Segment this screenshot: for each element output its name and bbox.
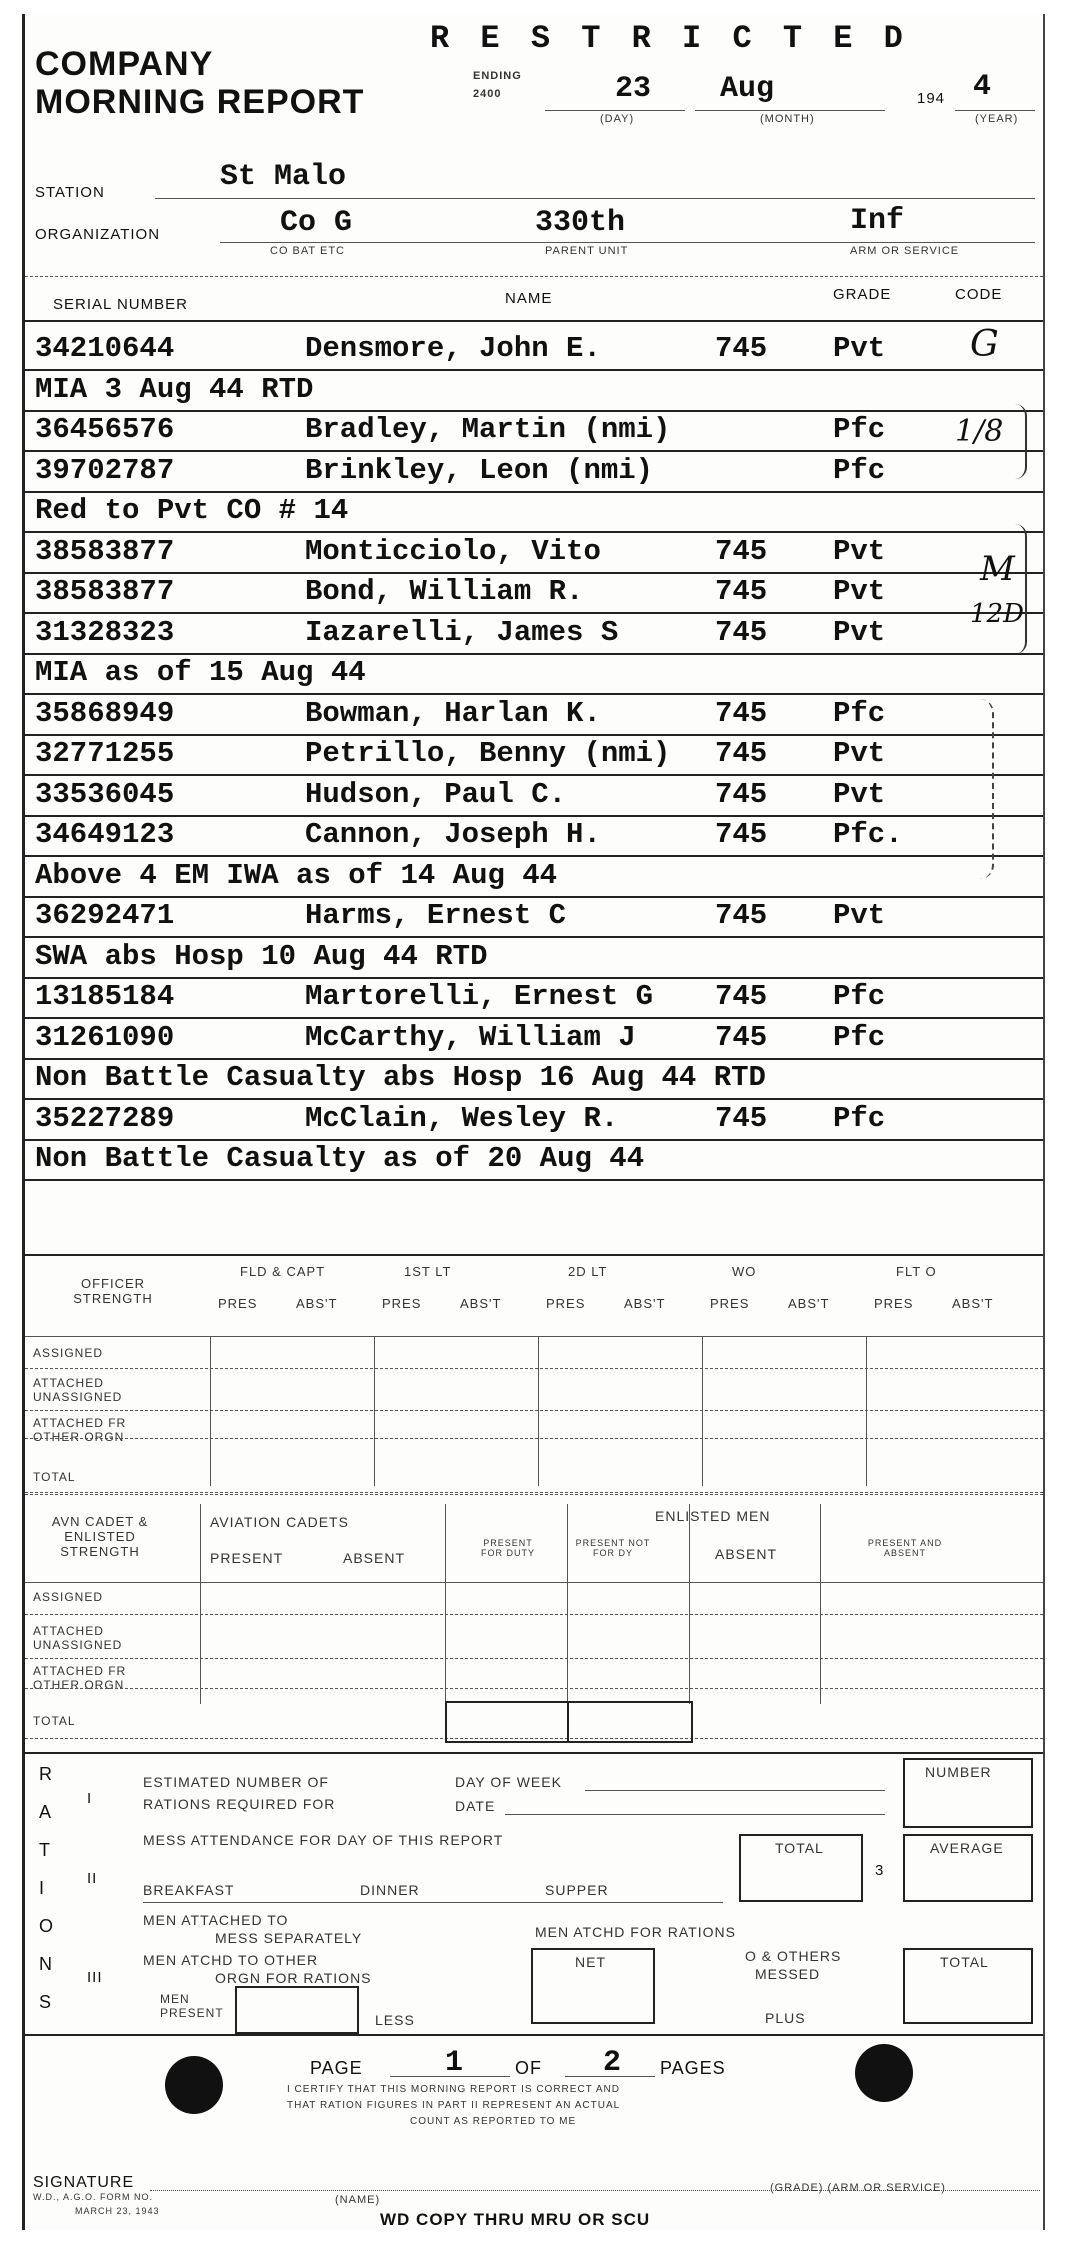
o-others-label: O & OTHERS xyxy=(745,1948,842,1964)
enlisted-row-rule xyxy=(25,1688,1043,1689)
entry-rule xyxy=(25,450,1043,452)
cadets-present-header: PRESENT xyxy=(210,1550,284,1566)
entry-serial: 31261090 xyxy=(35,1020,175,1054)
officer-row-label: ATTACHED FR OTHER ORGN xyxy=(33,1416,127,1444)
page-number: 1 xyxy=(445,2046,464,2080)
men-atchd-other-label: MEN ATCHD TO OTHER xyxy=(143,1952,319,1968)
present-not-duty-header: PRESENT NOT FOR DY xyxy=(575,1538,651,1558)
enlisted-total-box-1 xyxy=(445,1701,569,1743)
entry-grade: Pfc xyxy=(833,413,886,446)
average-label: AVERAGE xyxy=(930,1840,1004,1856)
restricted-stamp: R E S T R I C T E D xyxy=(430,20,909,57)
net-label: NET xyxy=(575,1954,606,1970)
arm-caption: ARM OR SERVICE xyxy=(850,245,960,257)
entry-grade: Pvt xyxy=(833,615,886,649)
entry-grade: Pfc xyxy=(833,980,886,1013)
seal-right xyxy=(855,2044,913,2102)
wd-copy-label: WD COPY THRU MRU OR SCU xyxy=(380,2210,651,2229)
entry-spec: 745 xyxy=(715,534,768,568)
form-date: MARCH 23, 1943 xyxy=(75,2206,160,2216)
name-header: NAME xyxy=(505,290,553,307)
officer-present-header: PRES xyxy=(382,1296,422,1311)
entry-name: Cannon, Joseph H. xyxy=(305,818,601,851)
name-caption: (NAME) xyxy=(335,2194,381,2206)
margin-mark-1: G xyxy=(970,324,999,365)
enlisted-column-divider xyxy=(820,1504,821,1704)
mess-separately-label: MESS SEPARATELY xyxy=(215,1930,363,1946)
entry-spec: 745 xyxy=(715,980,768,1013)
station-label: STATION xyxy=(35,184,105,201)
estimated-number-label: ESTIMATED NUMBER OF xyxy=(143,1774,329,1790)
day-caption: (DAY) xyxy=(600,113,635,125)
entry-rule xyxy=(25,1179,1043,1181)
certify-line-1: I CERTIFY THAT THIS MORNING REPORT IS CORRECT AND xyxy=(287,2084,620,2095)
officer-row-label: ASSIGNED xyxy=(33,1346,104,1360)
report-year: 4 xyxy=(973,70,992,104)
enlisted-column-divider xyxy=(567,1504,568,1704)
enlisted-column-divider xyxy=(445,1504,446,1704)
entry-rule xyxy=(25,612,1043,614)
officer-absent-header: ABS'T xyxy=(624,1296,666,1311)
entry-grade: Pvt xyxy=(833,534,886,568)
margin-bracket-1 xyxy=(1015,404,1027,479)
officer-absent-header: ABS'T xyxy=(296,1296,338,1311)
entry-rule xyxy=(25,1017,1043,1019)
enlisted-row-rule xyxy=(25,1658,1043,1659)
entry-rule xyxy=(25,734,1043,736)
entry-remark: SWA abs Hosp 10 Aug 44 RTD xyxy=(35,939,488,973)
grade-caption: (GRADE) (ARM OR SERVICE) xyxy=(770,2182,946,2194)
entry-serial: 36456576 xyxy=(35,413,175,446)
entry-rule xyxy=(25,491,1043,493)
entry-remark: Above 4 EM IWA as of 14 Aug 44 xyxy=(35,858,558,892)
entry-name: Hudson, Paul C. xyxy=(305,777,567,811)
entry-remark: MIA as of 15 Aug 44 xyxy=(35,656,366,689)
roman-1: I xyxy=(87,1790,93,1807)
officer-column-divider xyxy=(866,1336,867,1486)
enlisted-men-header: ENLISTED MEN xyxy=(655,1508,771,1524)
form-number: W.D., A.G.O. FORM NO. xyxy=(33,2192,154,2202)
entry-rule xyxy=(25,774,1043,776)
rations-side-letter: A xyxy=(39,1802,53,1822)
pages-label: PAGES xyxy=(660,2058,726,2078)
enlisted-row-label: ATTACHED FR OTHER ORGN xyxy=(33,1664,127,1692)
entry-rule xyxy=(25,1098,1043,1100)
serial-number-header: SERIAL NUMBER xyxy=(53,296,188,313)
officer-column-divider xyxy=(702,1336,703,1486)
entry-spec: 745 xyxy=(715,818,768,851)
rations-side-letter: I xyxy=(39,1878,46,1898)
enlisted-row-rule xyxy=(25,1614,1043,1615)
signature-label: SIGNATURE xyxy=(33,2174,135,2191)
officer-present-header: PRES xyxy=(218,1296,258,1311)
organization-parent: 330th xyxy=(535,206,626,240)
entry-serial: 33536045 xyxy=(35,777,175,811)
rations-side-letter: N xyxy=(39,1954,53,1974)
entry-grade: Pvt xyxy=(833,737,886,770)
entry-serial: 34649123 xyxy=(35,818,175,851)
entry-grade: Pfc xyxy=(833,1020,886,1054)
entry-spec: 745 xyxy=(715,777,768,811)
report-month: Aug xyxy=(720,72,775,106)
officer-absent-header: ABS'T xyxy=(788,1296,830,1311)
entry-serial: 38583877 xyxy=(35,575,175,608)
officer-present-header: PRES xyxy=(710,1296,750,1311)
margin-bracket-3 xyxy=(980,699,994,879)
number-label: NUMBER xyxy=(925,1764,992,1780)
month-caption: (MONTH) xyxy=(760,113,815,125)
entry-spec: 745 xyxy=(715,1101,768,1135)
supper-label: SUPPER xyxy=(545,1882,609,1898)
enlisted-strength-title: AVN CADET & ENLISTED STRENGTH xyxy=(51,1514,149,1559)
roman-3: III xyxy=(87,1969,103,1986)
entry-name: Monticciolo, Vito xyxy=(305,534,601,568)
rations-side-letter: T xyxy=(39,1840,51,1860)
entry-rule xyxy=(25,572,1043,574)
officer-group-header: 2D LT xyxy=(568,1264,608,1279)
margin-mark-2: 1/8 xyxy=(955,414,1004,449)
entry-spec: 745 xyxy=(715,737,768,770)
entry-grade: Pfc. xyxy=(833,818,903,851)
entry-name: Densmore, John E. xyxy=(305,332,601,365)
entry-serial: 38583877 xyxy=(35,534,175,568)
orgn-for-rations-label: ORGN FOR RATIONS xyxy=(215,1970,372,1986)
entry-name: McClain, Wesley R. xyxy=(305,1101,619,1135)
entry-rule xyxy=(25,531,1043,533)
absent-header: ABSENT xyxy=(715,1546,778,1562)
entry-serial: 31328323 xyxy=(35,615,175,649)
entry-serial: 35227289 xyxy=(35,1101,175,1135)
entry-rule xyxy=(25,977,1043,979)
enlisted-row-label: ASSIGNED xyxy=(33,1590,104,1604)
enlisted-total-box-2 xyxy=(567,1701,693,1743)
entry-remark: Non Battle Casualty abs Hosp 16 Aug 44 RTD xyxy=(35,1061,766,1094)
ending-label: ENDING xyxy=(473,70,522,82)
certify-line-2: THAT RATION FIGURES IN PART II REPRESENT AN ACTUAL xyxy=(287,2100,621,2111)
officer-group-header: 1ST LT xyxy=(404,1264,452,1279)
rations-side-letter: S xyxy=(39,1992,53,2012)
mess-attendance-label: MESS ATTENDANCE FOR DAY OF THIS REPORT xyxy=(143,1832,504,1848)
margin-mark-3: M xyxy=(980,549,1015,589)
form-title-line1: COMPANY xyxy=(35,45,214,83)
form-title-line2: MORNING REPORT xyxy=(35,83,365,121)
entry-spec: 745 xyxy=(715,615,768,649)
entry-spec: 745 xyxy=(715,575,768,608)
organization-label: ORGANIZATION xyxy=(35,226,161,243)
enlisted-row-label: TOTAL xyxy=(33,1714,76,1728)
entry-serial: 35868949 xyxy=(35,696,175,730)
rations-side-letter: O xyxy=(39,1916,55,1936)
entry-serial: 36292471 xyxy=(35,899,175,932)
entry-rule xyxy=(25,653,1043,655)
mess-total-label: TOTAL xyxy=(775,1840,824,1856)
entry-rule xyxy=(25,693,1043,695)
station-value: St Malo xyxy=(220,160,347,194)
entry-rule xyxy=(25,1058,1043,1060)
entry-serial: 34210644 xyxy=(35,332,175,365)
entry-spec: 745 xyxy=(715,332,768,365)
roman-2: II xyxy=(87,1870,98,1887)
officer-strength-title: OFFICER STRENGTH xyxy=(73,1276,153,1306)
rations-total-label: TOTAL xyxy=(940,1954,989,1970)
officer-group-header: FLD & CAPT xyxy=(240,1264,326,1279)
officer-row-rule xyxy=(25,1410,1043,1411)
morning-report-form xyxy=(22,14,1045,2230)
men-atchd-for-rations-label: MEN ATCHD FOR RATIONS xyxy=(535,1924,736,1940)
entry-serial: 13185184 xyxy=(35,980,175,1013)
present-duty-header: PRESENT FOR DUTY xyxy=(481,1538,535,1558)
officer-group-header: WO xyxy=(732,1264,757,1279)
messed-label: MESSED xyxy=(755,1966,821,1982)
grade-header: GRADE xyxy=(833,286,892,303)
plus-label: PLUS xyxy=(765,2010,806,2026)
entry-name: McCarthy, William J xyxy=(305,1020,636,1054)
officer-row-rule xyxy=(25,1368,1043,1369)
enlisted-column-divider xyxy=(689,1504,690,1704)
officer-row-rule xyxy=(25,1492,1043,1493)
entry-grade: Pfc xyxy=(833,1101,886,1135)
breakfast-label: BREAKFAST xyxy=(143,1882,235,1898)
officer-row-label: TOTAL xyxy=(33,1470,76,1484)
entry-name: Bradley, Martin (nmi) xyxy=(305,413,671,446)
code-header: CODE xyxy=(955,286,1003,303)
organization-company: Co G xyxy=(280,206,353,240)
entry-grade: Pvt xyxy=(833,575,886,608)
entry-grade: Pvt xyxy=(833,899,886,932)
entry-name: Petrillo, Benny (nmi) xyxy=(305,737,671,770)
margin-mark-4: 12D xyxy=(970,599,1024,629)
entry-grade: Pfc xyxy=(833,696,886,730)
officer-column-divider xyxy=(210,1336,211,1486)
divide-by-label: 3 xyxy=(875,1862,885,1879)
entry-rule xyxy=(25,936,1043,938)
cadets-absent-header: ABSENT xyxy=(343,1550,406,1566)
entry-serial: 39702787 xyxy=(35,453,175,487)
entry-rule xyxy=(25,896,1043,898)
day-of-week-label: DAY OF WEEK xyxy=(455,1774,562,1790)
aviation-cadets-header: AVIATION CADETS xyxy=(210,1514,349,1530)
entry-name: Bowman, Harlan K. xyxy=(305,696,601,730)
entry-name: Brinkley, Leon (nmi) xyxy=(305,453,654,487)
entry-serial: 32771255 xyxy=(35,737,175,770)
entry-name: Iazarelli, James S xyxy=(305,615,619,649)
entry-remark: Non Battle Casualty as of 20 Aug 44 xyxy=(35,1142,645,1175)
entry-rule xyxy=(25,369,1043,371)
rations-required-label: RATIONS REQUIRED FOR xyxy=(143,1796,336,1812)
rations-side-letter: R xyxy=(39,1764,53,1784)
entry-grade: Pfc xyxy=(833,453,886,487)
dinner-label: DINNER xyxy=(360,1882,420,1898)
men-attached-label: MEN ATTACHED TO xyxy=(143,1912,289,1928)
report-day: 23 xyxy=(615,72,652,106)
entry-grade: Pvt xyxy=(833,777,886,811)
organization-arm: Inf xyxy=(850,204,905,238)
entry-spec: 745 xyxy=(715,696,768,730)
date-label: DATE xyxy=(455,1798,496,1814)
enlisted-row-label: ATTACHED UNASSIGNED xyxy=(33,1624,123,1652)
present-absent-header: PRESENT AND ABSENT xyxy=(867,1538,943,1558)
entry-remark: MIA 3 Aug 44 RTD xyxy=(35,372,314,406)
seal-left xyxy=(165,2056,223,2114)
company-caption: CO BAT ETC xyxy=(270,245,345,257)
time-label: 2400 xyxy=(473,88,502,100)
certify-line-3: COUNT AS REPORTED TO ME xyxy=(410,2116,577,2127)
entry-name: Bond, William R. xyxy=(305,575,584,608)
year-caption: (YEAR) xyxy=(975,113,1019,125)
officer-row-rule xyxy=(25,1438,1043,1439)
officer-row-label: ATTACHED UNASSIGNED xyxy=(33,1376,123,1404)
entry-rule xyxy=(25,815,1043,817)
entry-rule xyxy=(25,1139,1043,1141)
enlisted-column-divider xyxy=(200,1504,201,1704)
officer-present-header: PRES xyxy=(546,1296,586,1311)
officer-present-header: PRES xyxy=(874,1296,914,1311)
men-present-label: MEN PRESENT xyxy=(160,1992,224,2020)
officer-group-header: FLT O xyxy=(896,1264,937,1279)
entry-rule xyxy=(25,410,1043,412)
entry-spec: 745 xyxy=(715,899,768,932)
margin-bracket-2 xyxy=(1015,524,1027,654)
entry-rule xyxy=(25,855,1043,857)
of-label: OF xyxy=(515,2058,542,2078)
page-label: PAGE xyxy=(310,2058,363,2078)
entry-name: Harms, Ernest C xyxy=(305,899,567,932)
entry-grade: Pvt xyxy=(833,332,886,365)
officer-absent-header: ABS'T xyxy=(460,1296,502,1311)
entry-spec: 745 xyxy=(715,1020,768,1054)
officer-column-divider xyxy=(538,1336,539,1486)
parent-caption: PARENT UNIT xyxy=(545,245,629,257)
officer-column-divider xyxy=(374,1336,375,1486)
page-total: 2 xyxy=(603,2046,622,2080)
entry-remark: Red to Pvt CO # 14 xyxy=(35,494,349,527)
officer-absent-header: ABS'T xyxy=(952,1296,994,1311)
entry-name: Martorelli, Ernest G xyxy=(305,980,654,1013)
less-label: LESS xyxy=(375,2012,415,2028)
men-present-box xyxy=(235,1986,359,2034)
year-prefix: 194 xyxy=(917,90,946,107)
